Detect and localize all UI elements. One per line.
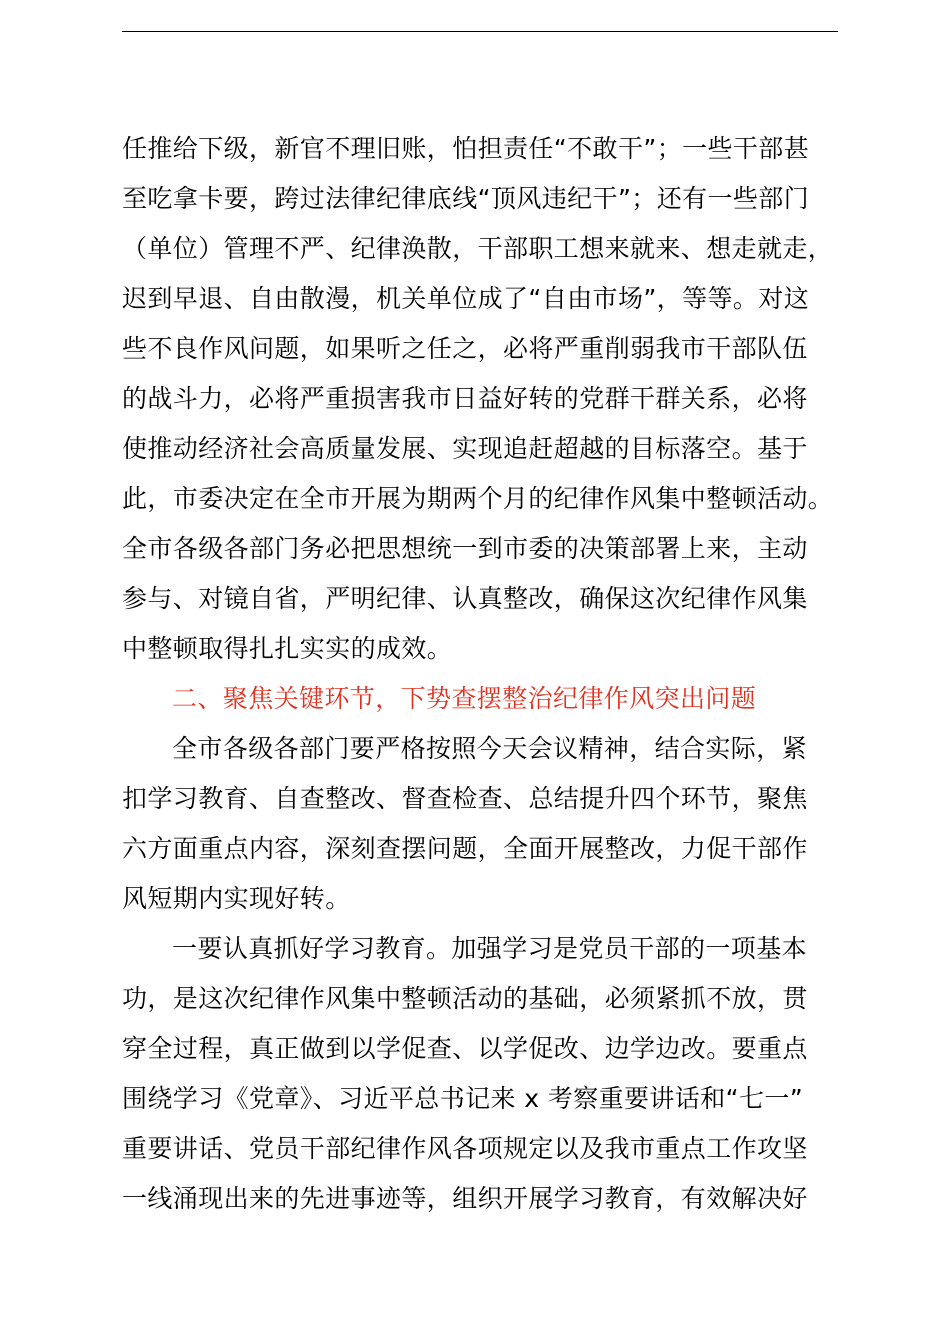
text-line: 一线涌现出来的先进事迹等，组织开展学习教育，有效解决好 — [122, 1184, 808, 1213]
text-line: 功，是这次纪律作风集中整顿活动的基础，必须紧抓不放，贯 — [122, 984, 808, 1013]
text-line: 风短期内实现好转。 — [122, 884, 351, 913]
text-line: 六方面重点内容，深刻查摆问题，全面开展整改，力促干部作 — [122, 834, 808, 863]
text-line: 重要讲话、党员干部纪律作风各项规定以及我市重点工作攻坚 — [122, 1134, 808, 1163]
paragraph-intro — [122, 724, 862, 924]
text-line: 全市各级各部门务必把思想统一到市委的决策部署上来，主动 — [122, 534, 808, 563]
paragraph-study-education — [122, 924, 862, 1224]
paragraph-continuation — [122, 124, 862, 674]
text-line: 使推动经济社会高质量发展、实现追赶超越的目标落空。基于 — [122, 434, 808, 463]
text-line: 穿全过程，真正做到以学促查、以学促改、边学边改。要重点 — [122, 1034, 808, 1063]
text-line: 至吃拿卡要，跨过法律纪律底线“顶风违纪干”；还有一些部门 — [122, 184, 810, 213]
text-line: 此，市委决定在全市开展为期两个月的纪律作风集中整顿活动。 — [122, 484, 834, 513]
section-heading — [122, 674, 862, 724]
text-line: 一要认真抓好学习教育。加强学习是党员干部的一项基本 — [172, 934, 808, 963]
text-line: 全市各级各部门要严格按照今天会议精神，结合实际，紧 — [172, 734, 808, 763]
document-body — [122, 124, 862, 1224]
text-line: （单位）管理不严、纪律涣散，干部职工想来就来、想走就走， — [122, 234, 834, 263]
text-line: 的战斗力，必将严重损害我市日益好转的党群干群关系，必将 — [122, 384, 808, 413]
text-line: 任推给下级，新官不理旧账，怕担责任“不敢干”；一些干部甚 — [122, 134, 810, 163]
text-line: 参与、对镜自省，严明纪律、认真整改，确保这次纪律作风集 — [122, 584, 808, 613]
text-line: 些不良作风问题，如果听之任之，必将严重削弱我市干部队伍 — [122, 334, 808, 363]
header-divider — [122, 31, 838, 32]
section-heading-text: 二、聚焦关键环节，下势查摆整治纪律作风突出问题 — [172, 684, 757, 713]
text-line: 围绕学习《党章》、习近平总书记来 x 考察重要讲话和“七一” — [122, 1084, 804, 1113]
text-line: 扣学习教育、自查整改、督查检查、总结提升四个环节，聚焦 — [122, 784, 808, 813]
text-line: 中整顿取得扎扎实实的成效。 — [122, 634, 453, 663]
text-line: 迟到早退、自由散漫，机关单位成了“自由市场”，等等。对这 — [122, 284, 810, 313]
